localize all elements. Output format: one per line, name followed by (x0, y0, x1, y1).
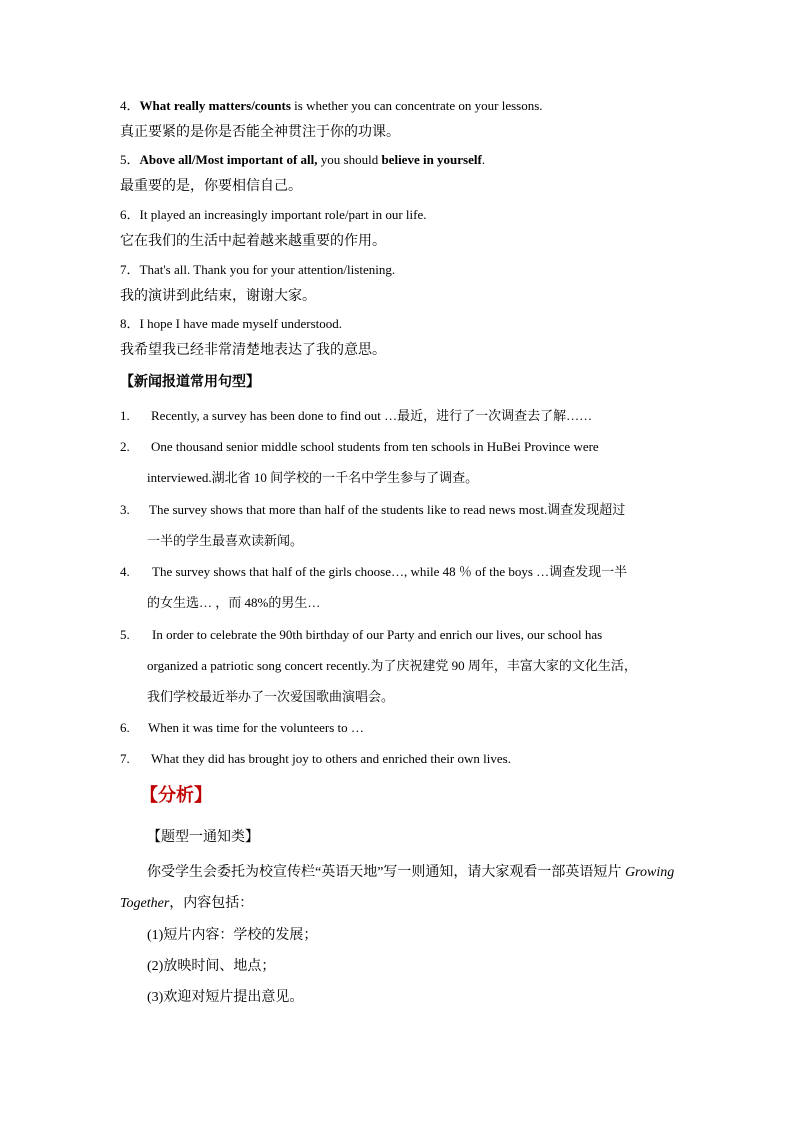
film-title-part2: Together (120, 896, 170, 911)
news-1-line1: Recently, a survey has been done to find out …最近，进行了一次调查去了解…… (151, 408, 593, 423)
prompt-line-1: 你受学生会委托为校宣传栏“英语天地”写一则通知，请大家观看一部英语短片 Growing (147, 865, 675, 880)
prompt-line-2: Together，内容包括： (120, 896, 254, 911)
news-4-line1: The survey shows that half of the girls choose…, while 48 ％ of the boys …调查发现一半 (152, 564, 628, 579)
news-2-number: 2. (120, 439, 130, 454)
point-2: (2)放映时间、地点； (147, 959, 276, 974)
news-4-number: 4. (120, 564, 130, 579)
news-3-number: 3. (120, 502, 130, 517)
news-7-number: 7. (120, 751, 130, 766)
news-3-line1: The survey shows that more than half of the students like to read news most.调查发现超过 (149, 502, 626, 517)
type-heading: 【题型一通知类】 (147, 830, 259, 845)
news-5-line3: 我们学校最近举办了一次爱国歌曲演唱会。 (147, 689, 395, 704)
tip-5-translation: 最重要的是，你要相信自己。 (120, 179, 302, 194)
film-title-part1: Growing (624, 865, 675, 880)
tip-8: 8．I hope I have made myself understood. (120, 316, 343, 331)
point-3: (3)欢迎对短片提出意见。 (147, 990, 304, 1005)
news-5-number: 5. (120, 627, 130, 642)
tip-4-translation: 真正要紧的是你是否能全神贯注于你的功课。 (120, 125, 400, 140)
news-heading: 【新闻报道常用句型】 (120, 375, 260, 390)
tip-6: 6．It played an increasingly important role/part in our life. (120, 207, 427, 222)
tip-5: 5．Above all/Most important of all, you should believe in yourself. (120, 152, 486, 167)
tip-7-translation: 我的演讲到此结束，谢谢大家。 (120, 289, 316, 304)
analysis-heading: 【分析】 (140, 785, 212, 805)
news-6-line1: When it was time for the volunteers to … (148, 720, 364, 735)
tip-7: 7．That's all. Thank you for your attention/listening. (120, 262, 396, 277)
news-2-line1: One thousand senior middle school students from ten schools in HuBei Province were (151, 439, 599, 454)
news-3-line2: 一半的学生最喜欢读新闻。 (147, 533, 304, 548)
news-6-number: 6. (120, 720, 130, 735)
news-2-line2: interviewed.湖北省 10 间学校的一千名中学生参与了调查。 (147, 470, 479, 485)
tip-4: 4．What really matters/counts is whether you can concentrate on your lessons. (120, 98, 543, 113)
tip-8-translation: 我希望我已经非常清楚地表达了我的意思。 (120, 343, 386, 358)
news-7-line1: What they did has brought joy to others and enriched their own lives. (151, 751, 511, 766)
news-4-line2: 的女生选… ，而 48%的男生… (147, 595, 321, 610)
tip-6-translation: 它在我们的生活中起着越来越重要的作用。 (120, 234, 386, 249)
point-1: (1)短片内容：学校的发展； (147, 928, 318, 943)
news-5-line2: organized a patriotic song concert recently.为了庆祝建党 90 周年，丰富大家的文化生活， (147, 658, 637, 673)
news-5-line1: In order to celebrate the 90th birthday of our Party and enrich our lives, our school has (152, 627, 603, 642)
news-1-number: 1. (120, 408, 130, 423)
